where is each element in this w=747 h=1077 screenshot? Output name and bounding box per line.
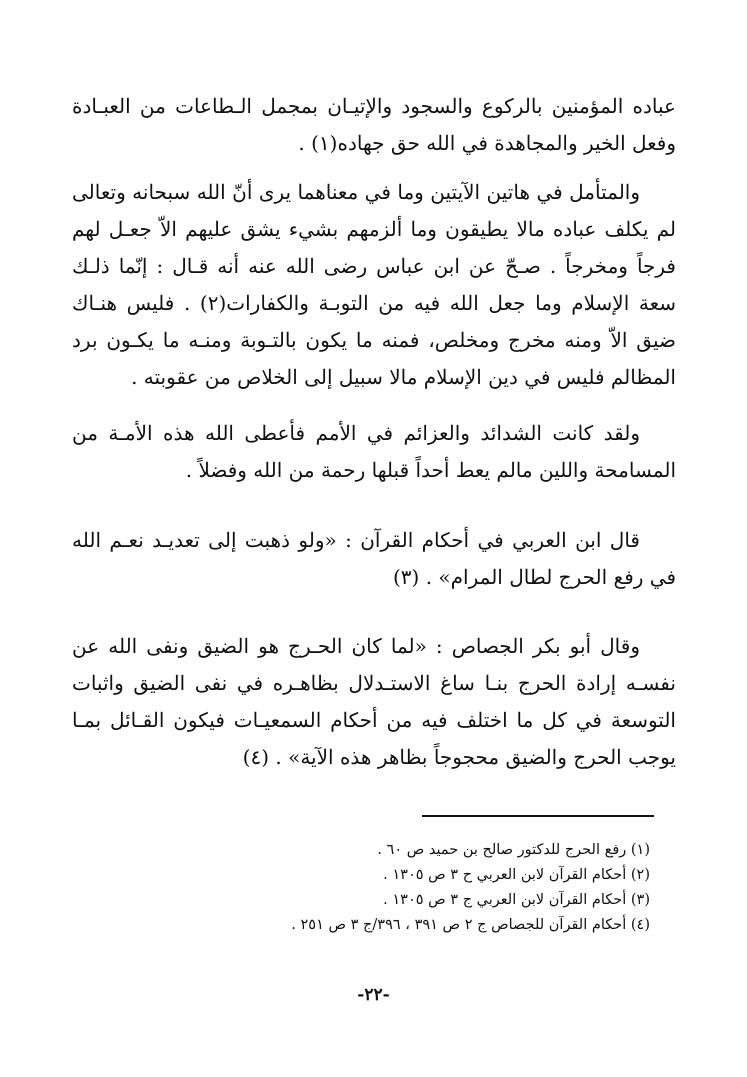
paragraph-text: عباده المؤمنين بالركوع والسجود والإتيـان بمجمل الـطاعات من العبـادة وفعل الخير والمجاهدة في الله حق جهاده(١) .: [72, 94, 676, 155]
footnote-item: (٤) أحكام القرآن للجصاص ج ٢ ص ٣٩١ ، ٣٩٦/ج ٣ ص ٢٥١ .: [291, 917, 650, 933]
paragraph-text: وقال أبو بكر الجصاص : «لما كان الحـرج هو الضيق ونفى الله عن نفسـه إرادة الحرج بنـا ساغ الاستـدلال بظاهـره في نفى الضيق واثبات التوسعة في كل ما اختلف فيه من أحكام السمعيـات فيكون القـائل بمـا يوجب الحرج والضيق محجوجاً بظاهر هذه الآية» . (٤): [72, 634, 676, 769]
page-number: -٢٢-: [357, 985, 390, 1005]
footnotes-list: [200, 838, 650, 938]
paragraph-text: والمتأمل في هاتين الآيتين وما في معناهما يرى أنّ الله سبحانه وتعالى لم يكلف عباده مالا يطيقون وما ألزمهم بشيء يشق عليهم الاّ جعـل لهم فرجاً ومخرجاً . صـحّ عن ابن عباس رضى الله عنه أنه قـال : إنّما ذلـك سعة الإسلام وما جعل الله فيه من التوبـة والكفارات(٢) . فليس هنـاك ضيق الاّ ومنه مخرج ومخلص، فمنه ما يكون بالتـوبة ومنـه ما يكـون برد المظالم فليس في دين الإسلام مالا سبيل إلى الخلاص من عقوبته .: [72, 180, 676, 389]
paragraph-reflection: [72, 174, 676, 396]
footnote-item: (٢) أحكام القرآن لابن العربي ح ٣ ص ١٣٠٥ .: [383, 867, 650, 883]
paragraph-ibn-arabi-quote: [72, 522, 676, 596]
paragraph-text: قال ابن العربي في أحكام القرآن : «ولو ذهبت إلى تعديـد نعـم الله في رفع الحرج لطال المرام» . (٣): [72, 528, 676, 589]
footnote-divider: [422, 815, 654, 817]
paragraph-jassas-quote: [72, 628, 676, 776]
paragraph-text: ولقد كانت الشدائد والعزائم في الأمم فأعطى الله هذه الأمـة من المسامحة واللين مالم يعط أحداً قبلها رحمة من الله وفضلاً .: [72, 421, 676, 482]
footnote-item: (٣) أحكام القرآن لابن العربي ج ٣ ص ١٣٠٥ .: [383, 892, 650, 908]
footnote-item: (١) رفع الحرج للدكتور صالح بن حميد ص ٦٠ .: [377, 842, 650, 858]
paragraph-continuation: [72, 88, 676, 162]
paragraph-hardships: [72, 415, 676, 489]
